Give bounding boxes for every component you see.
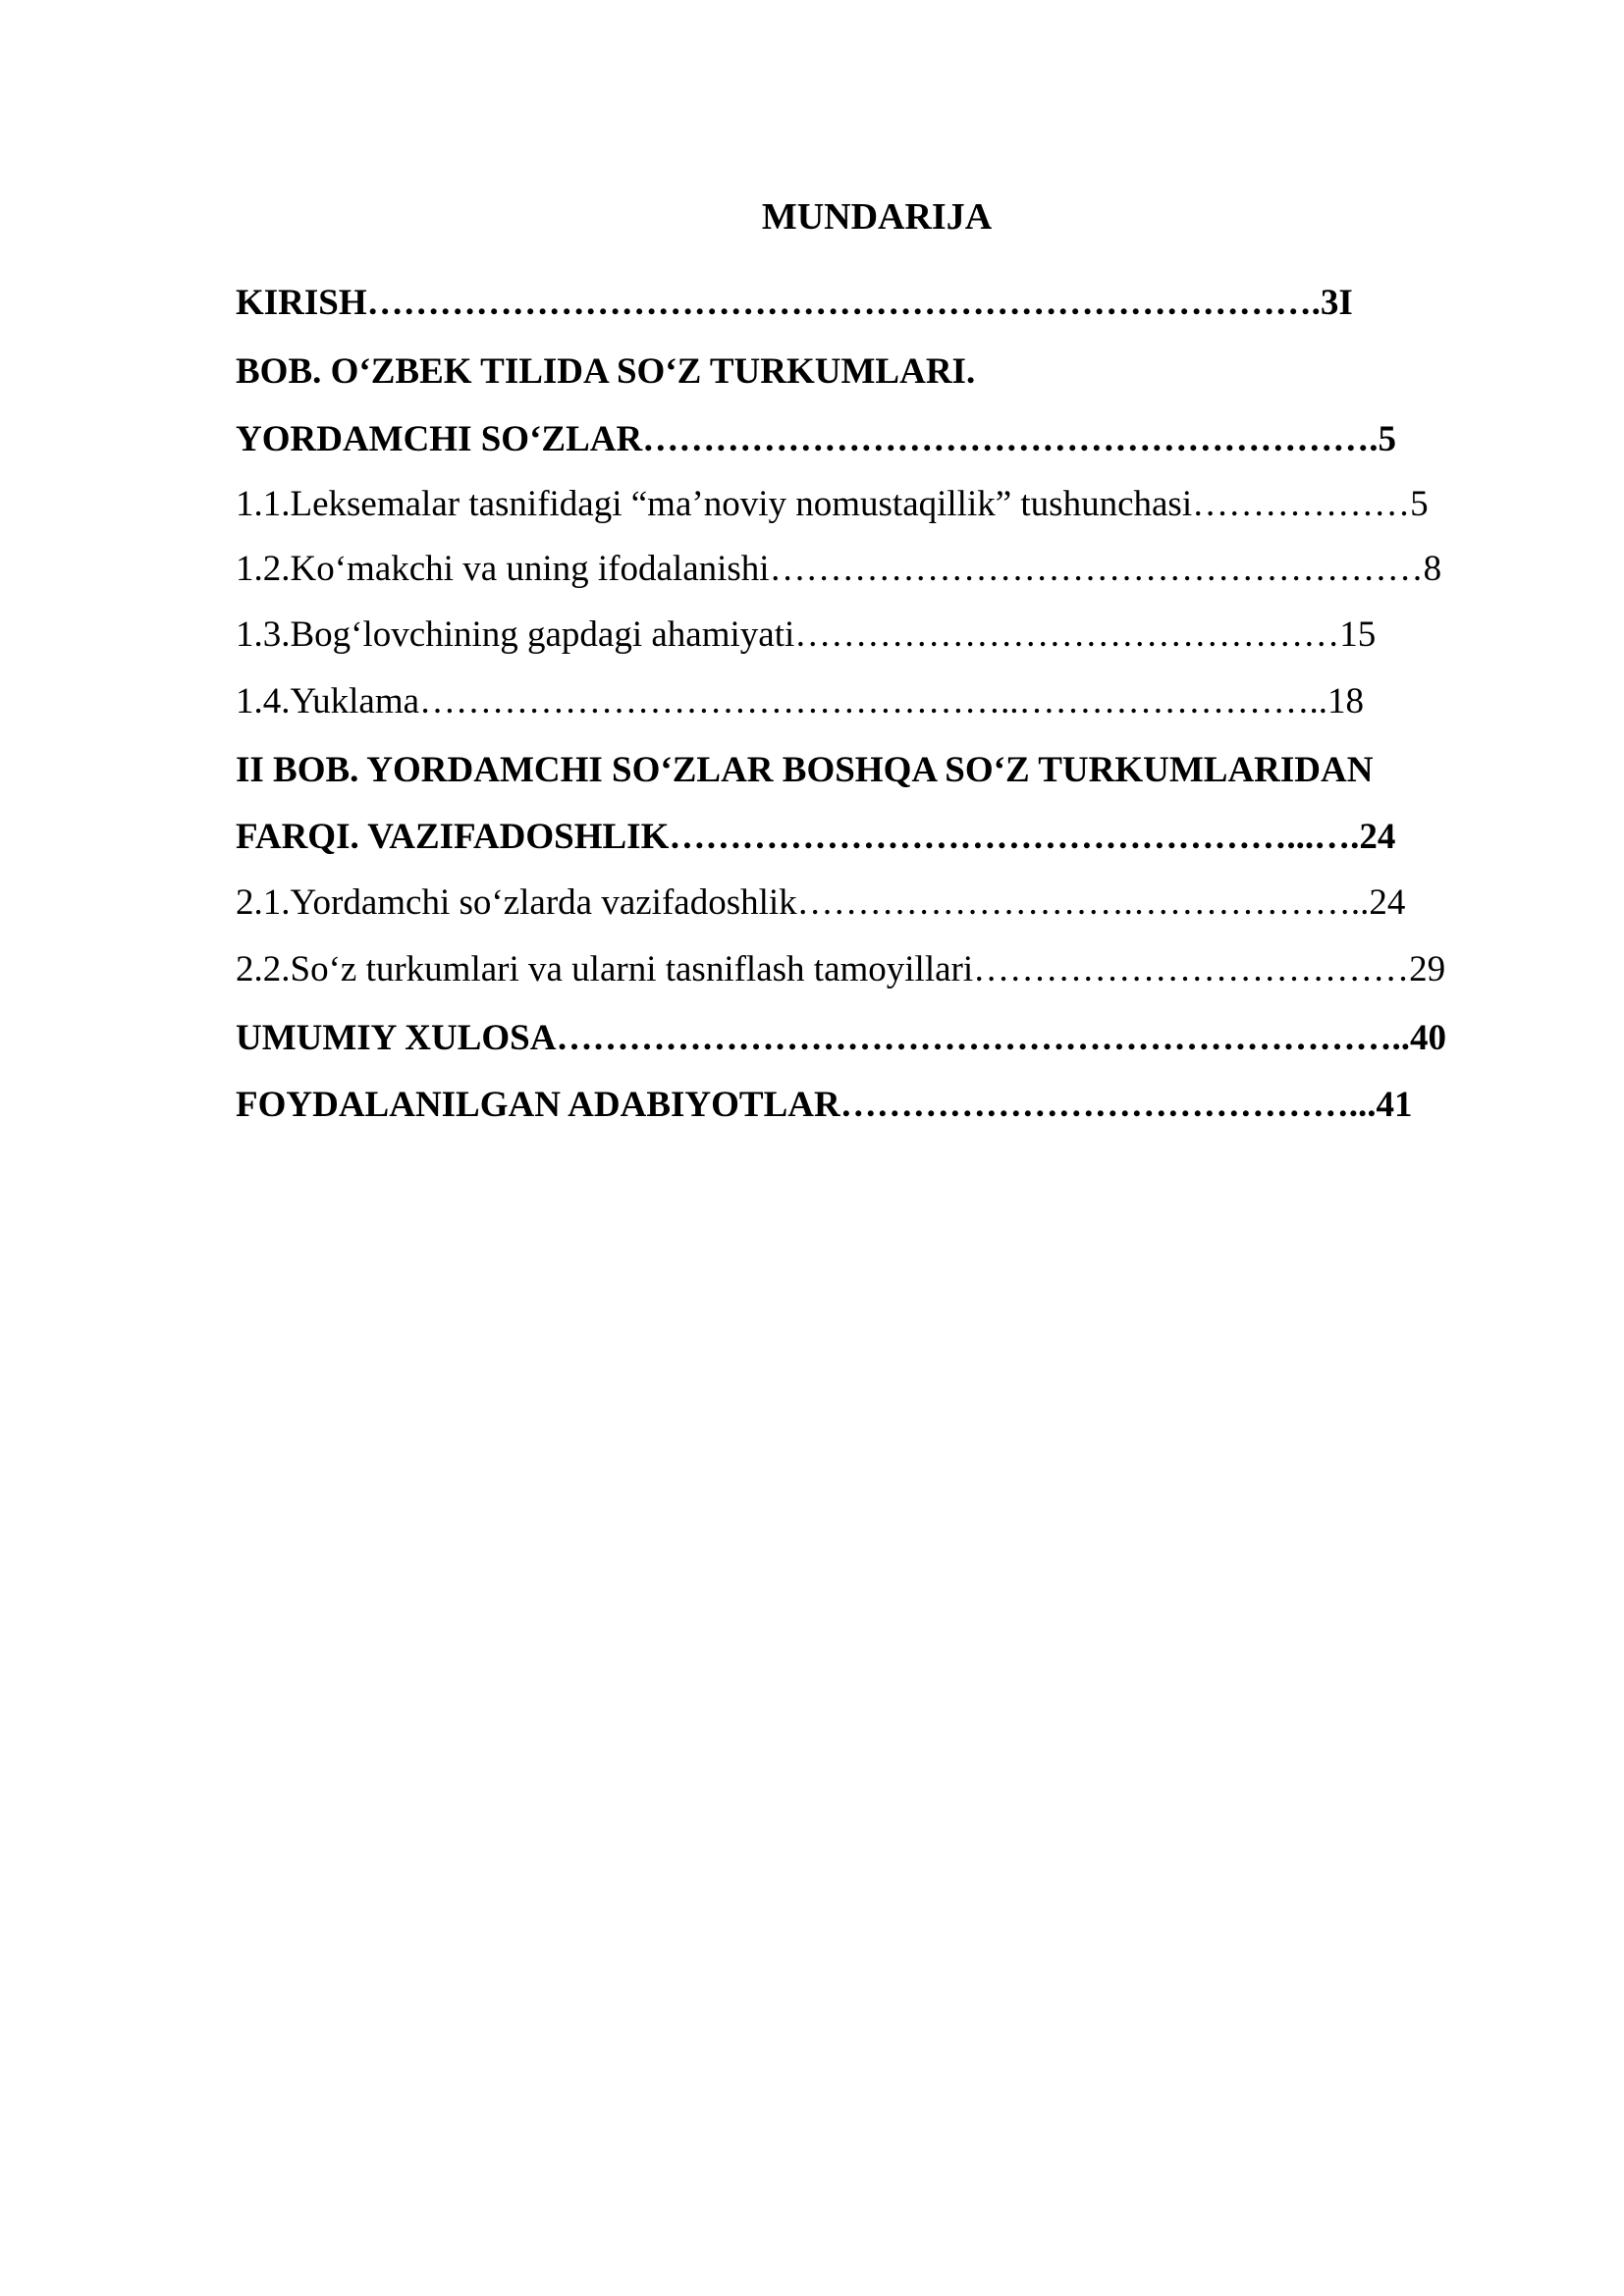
toc-entry-kirish: KIRISH…………………………………………………………………….3I [236, 283, 1353, 323]
toc-entry-section-1-3: 1.3.Bog‘lovchining gapdagi ahamiyati………………………………………15 [236, 614, 1377, 655]
toc-entry-chapter-1-title: BOB. O‘ZBEK TILIDA SO‘Z TURKUMLARI. [236, 351, 976, 392]
toc-entry-foydalanilgan-adabiyotlar: FOYDALANILGAN ADABIYOTLAR……………………………………...41 [236, 1085, 1413, 1125]
toc-entry-section-2-1: 2.1.Yordamchi so‘zlarda vazifadoshlik……………………….………………..24 [236, 882, 1406, 923]
toc-entry-chapter-2-subtitle: FARQI. VAZIFADOSHLIK……………………………………………...….24 [236, 817, 1396, 857]
toc-entry-chapter-1-subtitle: YORDAMCHI SO‘ZLAR…………………………………………………….5 [236, 419, 1396, 459]
toc-entry-chapter-2-title: II BOB. YORDAMCHI SO‘ZLAR BOSHQA SO‘Z TURKUMLARIDAN [236, 750, 1374, 790]
toc-entry-umumiy-xulosa: UMUMIY XULOSA……………………………………………………………..40 [236, 1018, 1446, 1058]
toc-entry-section-2-2: 2.2.So‘z turkumlari va ularni tasniflash tamoyillari………………………………29 [236, 949, 1446, 989]
toc-title: MUNDARIJA [761, 196, 993, 238]
toc-entry-section-1-1: 1.1.Leksemalar tasnifidagi “ma’noviy nomustaqillik” tushunchasi………………5 [236, 484, 1429, 524]
toc-entry-section-1-2: 1.2.Ko‘makchi va uning ifodalanishi………………………………………………8 [236, 549, 1442, 589]
toc-entry-section-1-4: 1.4.Yuklama…………………………………………..……………………..18 [236, 681, 1365, 721]
